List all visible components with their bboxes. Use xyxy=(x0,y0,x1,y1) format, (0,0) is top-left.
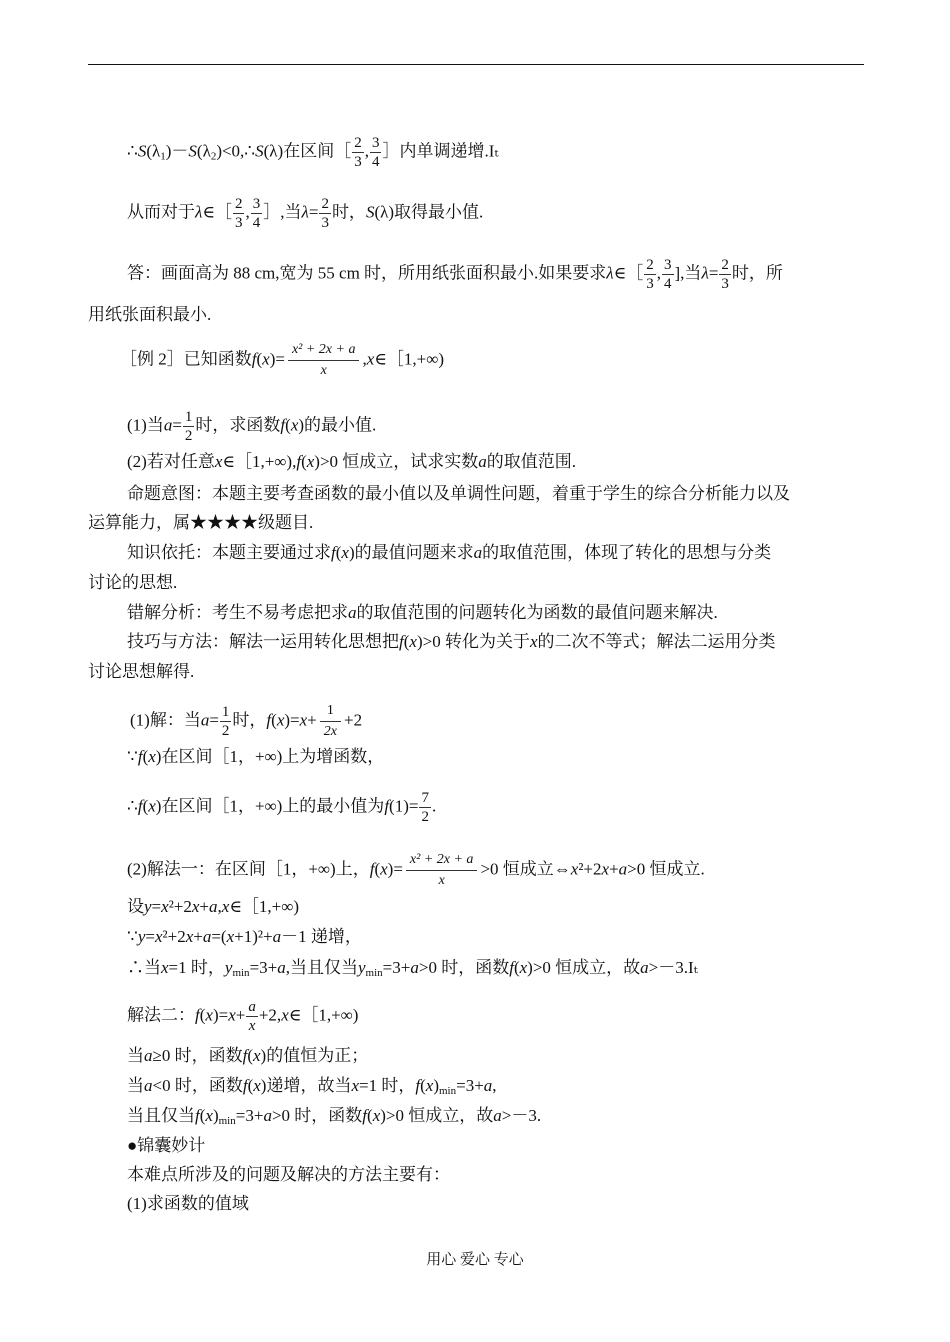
text-line-16: ∵f(x)在区间［1，+∞)上为增函数， xyxy=(127,747,385,766)
text-line-1: $\therefore S(\lambda_1)-S(\lambda_2)<0,\therefore S(\lambda)$在区间［ $\frac{2}{3}$ , $\frac{3}{4}$ ］内单调递增.Iₜ xyxy=(127,135,499,170)
fraction: $\frac{7}{2}$ xyxy=(421,790,429,825)
text-line-22: 解法二：f(x)=x+ $\frac{a}{x}$ +2,x∈［1,+∞) xyxy=(127,999,359,1034)
text-line-9: 运算能力，属★★★★级题目. xyxy=(88,513,314,532)
text-line-24: 当a<0 时，函数f(x)递增，故当x=1 时，$f(x)_{min}=3+a$, xyxy=(127,1076,497,1097)
text-line-4: 用纸张面积最小. xyxy=(88,305,212,324)
text-line-25: 当且仅当$f(x)_{min}=3+a>0$ 时，函数f(x)>0 恒成立，故a>－3. xyxy=(127,1106,542,1127)
fraction: $\frac{\text{x² + 2x + a}}{x}$ xyxy=(406,850,478,891)
text-line-18: (2)解法一：在区间［1，+∞)上，f(x)= $\frac{\text{x² + 2x + a}}{x}$ >0 恒成立⇔x²+2x+a>0 恒成立. xyxy=(127,850,705,891)
text-line-12: 错解分析：考生不易考虑把求a的取值范围的问题转化为函数的最值问题来解决. xyxy=(127,603,718,622)
fraction: $\frac{2}{3}$ xyxy=(234,196,243,231)
text-line-28: (1)求函数的值域 xyxy=(127,1194,249,1213)
fraction: $\frac{\text{x² + 2x + a}}{x}$ xyxy=(288,340,360,381)
fraction: $\frac{2}{3}$ xyxy=(354,135,362,170)
text-line-5: ［例 2］已知函数f(x)= $\frac{\text{x² + 2x + a}}{x}$ ,x∈［1,+∞) xyxy=(120,340,444,381)
text-line-8: 命题意图：本题主要考查函数的最小值以及单调性问题，着重于学生的综合分析能力以及 xyxy=(127,484,790,503)
text-line-15: (1)解：当a= $\frac{1}{2}$ 时，f(x)=x+ $\frac{1}{2x}$ +2 xyxy=(130,701,362,742)
text-line-2: 从而对于λ∈［ $\frac{2}{3}$ , $\frac{3}{4}$ ］,当λ= $\frac{2}{3}$ 时，S(λ)取得最小值. xyxy=(127,196,484,231)
page-footer: 用心 爱心 专心 xyxy=(426,1252,524,1268)
text-line-20: ∵y=x²+2x+a=(x+1)²+a－1 递增， xyxy=(127,927,362,946)
fraction: $\frac{2}{3}$ xyxy=(646,257,654,292)
text-line-21: ∴当x=1 时，$y_{min}=3+a$,当且仅当$y_{min}=3+a>0$ 时，函数f(x)>0 恒成立，故a>－3.Iₜ xyxy=(127,958,698,979)
text-line-13: 技巧与方法：解法一运用转化思想把f(x)>0 转化为关于x的二次不等式；解法二运用分类 xyxy=(127,632,776,651)
fraction: $\frac{3}{4}$ xyxy=(252,196,261,231)
text-line-19: 设y=x²+2x+a,x∈［1,+∞) xyxy=(127,897,300,916)
fraction: $\frac{2}{3}$ xyxy=(321,196,329,231)
text-line-3: 答：画面高为 88 cm,宽为 55 cm 时，所用纸张面积最小.如果要求λ∈［ $\frac{2}{3}$ , $\frac{3}{4}$ ],当λ= $\frac{2}{3}$ 时，所 xyxy=(127,257,783,292)
text-line-23: 当a≥0 时，函数f(x)的值恒为正； xyxy=(127,1046,369,1065)
text-line-27: 本难点所涉及的问题及解决的方法主要有： xyxy=(127,1165,450,1184)
fraction: $\frac{3}{4}$ xyxy=(664,257,672,292)
text-line-10: 知识依托：本题主要通过求f(x)的最值问题来求a的取值范围，体现了转化的思想与分类 xyxy=(127,543,772,562)
text-line-14: 讨论思想解得. xyxy=(88,662,195,681)
text-line-11: 讨论的思想. xyxy=(88,573,178,592)
fraction: $\frac{a}{x}$ xyxy=(248,999,256,1034)
text-line-17: ∴f(x)在区间［1，+∞)上的最小值为f(1)= $\frac{7}{2}$ . xyxy=(127,790,437,825)
fraction: $\frac{1}{2}$ xyxy=(221,704,230,739)
header-rule xyxy=(88,64,864,65)
text-line-7: (2)若对任意x∈［1,+∞),f(x)>0 恒成立，试求实数a的取值范围. xyxy=(127,452,577,471)
section-heading: ●锦囊妙计 xyxy=(127,1136,206,1155)
fraction: $\frac{1}{2}$ xyxy=(184,409,193,444)
fraction: $\frac{3}{4}$ xyxy=(371,135,380,170)
fraction: $\frac{1}{2x}$ xyxy=(320,701,341,742)
text-line-6: (1)当a= $\frac{1}{2}$ 时，求函数f(x)的最小值. xyxy=(127,409,377,444)
fraction: $\frac{2}{3}$ xyxy=(721,257,729,292)
